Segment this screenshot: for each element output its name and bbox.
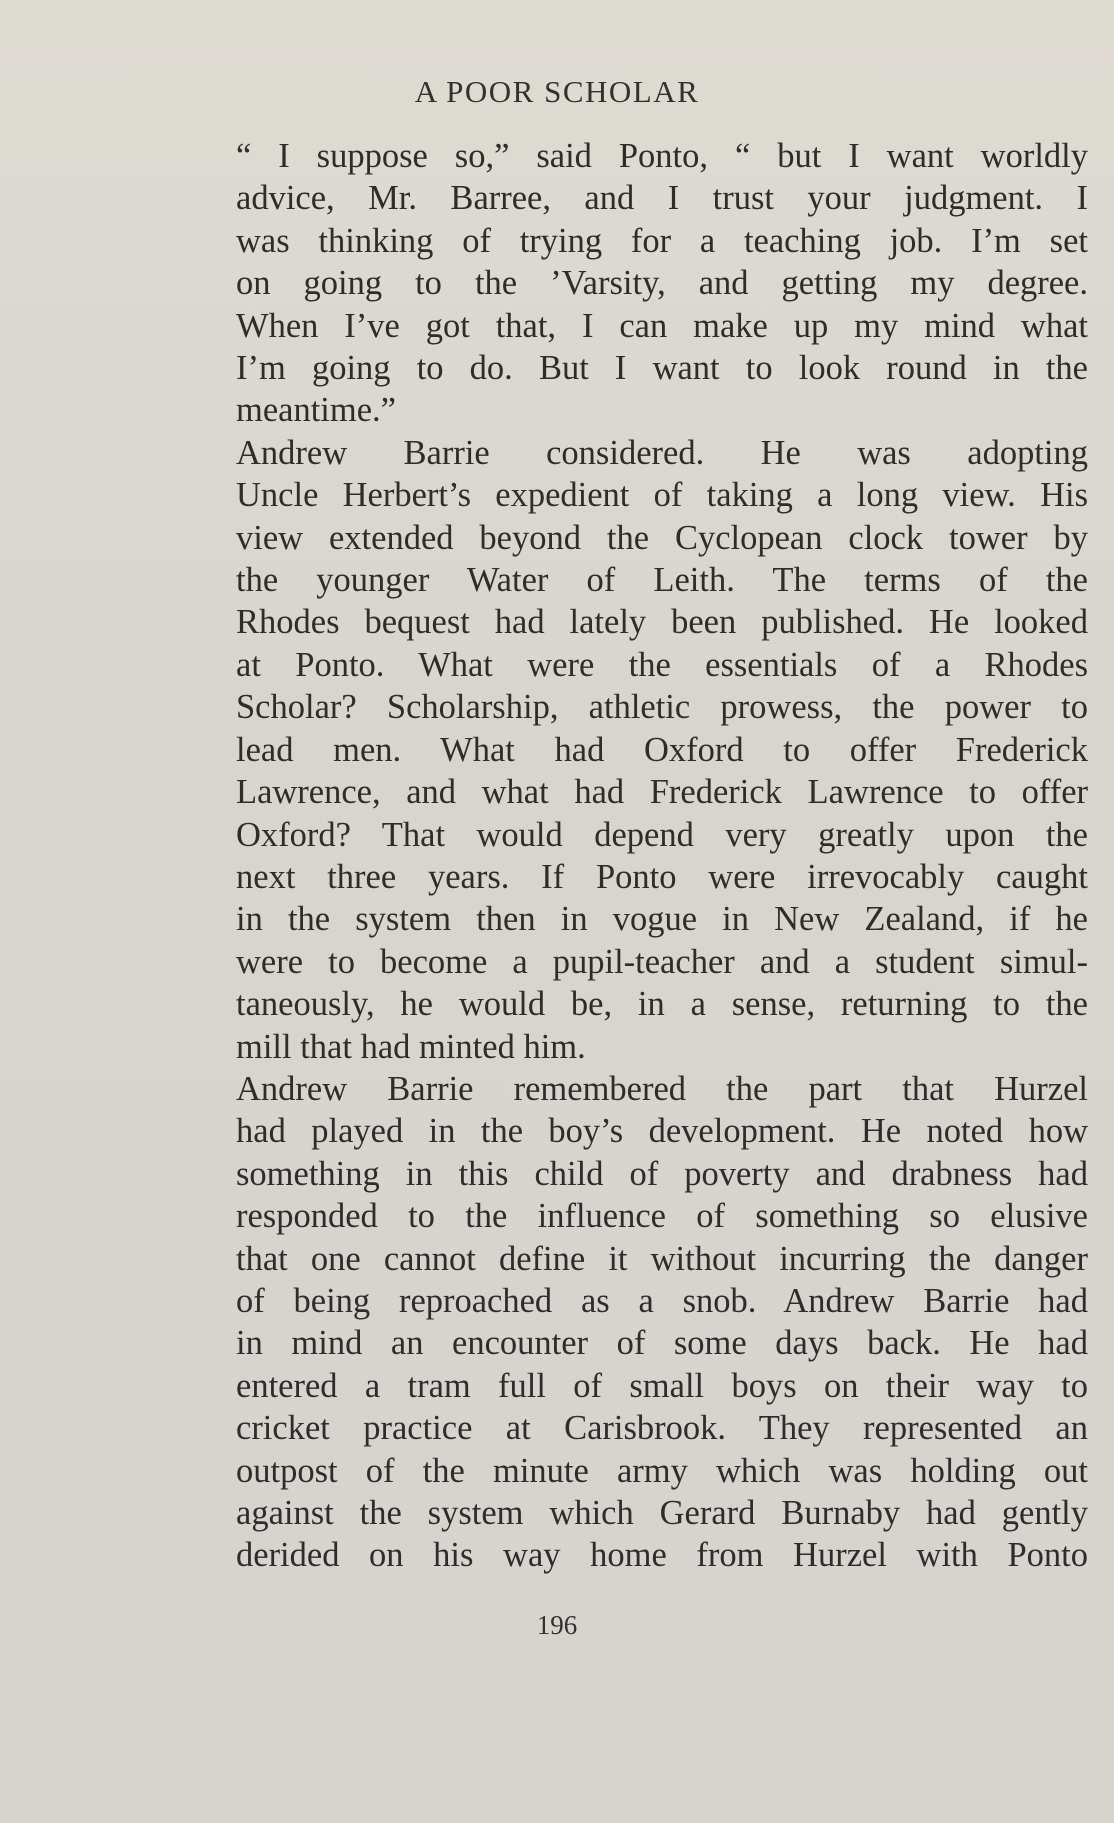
text-line: next three years. If Ponto were irrevocably caught [236,857,1088,896]
text-line: responded to the influence of something so elusive [236,1197,1088,1236]
text-line: Uncle Herbert’s expedient of taking a long view. His [236,476,1088,515]
text-line: was thinking of trying for a teaching job. I’m set [236,221,1088,260]
text-line: view extended beyond the Cyclopean clock tower by [236,518,1088,557]
paragraph-3 [180,1068,1088,1577]
paragraph-2 [180,432,1088,1068]
text-line: cricket practice at Carisbrook. They represented an [236,1409,1088,1448]
text-line: derided on his way home from Hurzel with Ponto [236,1536,1088,1575]
text-line: had played in the boy’s development. He noted how [236,1112,1088,1151]
text-line: that one cannot define it without incurring the danger [236,1239,1088,1278]
text-line: I’m going to do. But I want to look round in the [236,349,1088,388]
text-line: Andrew Barrie remembered the part that Hurzel [236,1069,1088,1108]
running-head: A POOR SCHOLAR [414,74,700,109]
text-line: Andrew Barrie considered. He was adopting [236,433,1088,472]
text-line: entered a tram full of small boys on their way to [236,1366,1088,1405]
text-line: something in this child of poverty and drabness had [236,1154,1088,1193]
text-line: at Ponto. What were the essentials of a Rhodes [236,645,1088,684]
paragraph-1 [180,135,1088,432]
text-line: meantime.” [236,391,396,430]
text-line: in mind an encounter of some days back. He had [236,1324,1088,1363]
page-number: 196 [536,1610,578,1640]
text-line: lead men. What had Oxford to offer Frederick [236,730,1088,769]
text-line: advice, Mr. Barree, and I trust your judgment. I [236,179,1088,218]
text-line: mill that had minted him. [236,1027,586,1066]
text-line: against the system which Gerard Burnaby had gently [236,1494,1088,1532]
text-line: Scholar? Scholarship, athletic prowess, the power to [236,688,1088,727]
text-line: outpost of the minute army which was holding out [236,1451,1088,1490]
text-line: Lawrence, and what had Frederick Lawrence to offer [236,773,1088,812]
body-text [180,135,1088,1577]
text-line: Oxford? That would depend very greatly upon the [236,815,1088,854]
text-line: were to become a pupil-teacher and a student simul- [236,942,1088,981]
text-line: the younger Water of Leith. The terms of the [236,561,1088,600]
text-line: Rhodes bequest had lately been published. He looked [236,603,1088,642]
text-line: When I’ve got that, I can make up my mind what [236,306,1088,345]
text-line: taneously, he would be, in a sense, returning to the [236,985,1088,1024]
text-line: “ I suppose so,” said Ponto, “ but I want worldly [236,137,1088,175]
text-line: of being reproached as a snob. Andrew Barrie had [236,1281,1088,1320]
text-line: in the system then in vogue in New Zealand, if he [236,900,1088,939]
text-line: on going to the ’Varsity, and getting my degree. [236,264,1088,303]
